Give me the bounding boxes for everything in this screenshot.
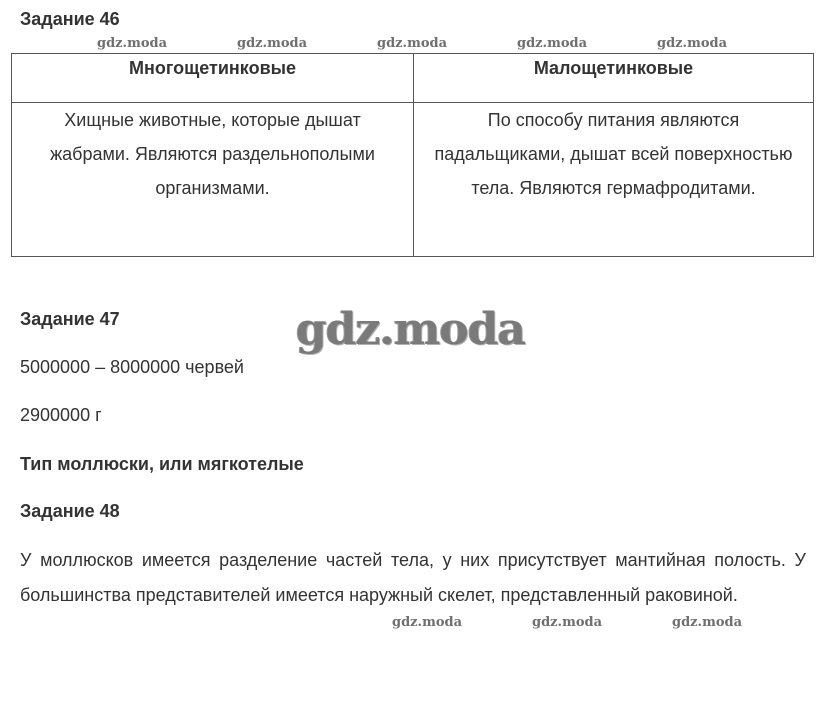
comparison-table [11, 53, 814, 257]
answer-heading: Тип моллюски, или мягкотелые [20, 454, 304, 474]
watermark-text: gdz.moda [377, 36, 448, 51]
watermark-text: gdz.moda [97, 36, 168, 51]
table-header-cell: Малощетинковые [414, 54, 814, 103]
watermark-text: gdz.moda [392, 615, 463, 630]
task-47-title: Задание 47 [20, 309, 120, 329]
watermark-text: gdz.moda [517, 36, 588, 51]
table-cell: Хищные животные, которые дышат жабрами. Являются раздельнополыми организмами. [12, 103, 414, 257]
table-cell: По способу питания являются падальщиками, дышат всей поверхностью тела. Являются гермафродитами. [414, 103, 814, 257]
answer-line: 2900000 г [20, 405, 102, 425]
table-row [12, 103, 814, 257]
watermark-logo: gdz.moda [296, 304, 526, 355]
table-header-cell: Многощетинковые [12, 54, 414, 103]
task-46-title: Задание 46 [20, 9, 120, 29]
watermark-text: gdz.moda [657, 36, 728, 51]
watermark-text: gdz.moda [237, 36, 308, 51]
table-header-row [12, 54, 814, 103]
watermark-text: gdz.moda [532, 615, 603, 630]
answer-line: 5000000 – 8000000 червей [20, 357, 244, 377]
task-48-title: Задание 48 [20, 501, 120, 521]
answer-paragraph: У моллюсков имеется разделение частей тела, у них присутствует мантийная полость. У большинства представителей имеется наружный скелет, представленный раковиной. [20, 550, 806, 605]
watermark-text: gdz.moda [672, 615, 743, 630]
